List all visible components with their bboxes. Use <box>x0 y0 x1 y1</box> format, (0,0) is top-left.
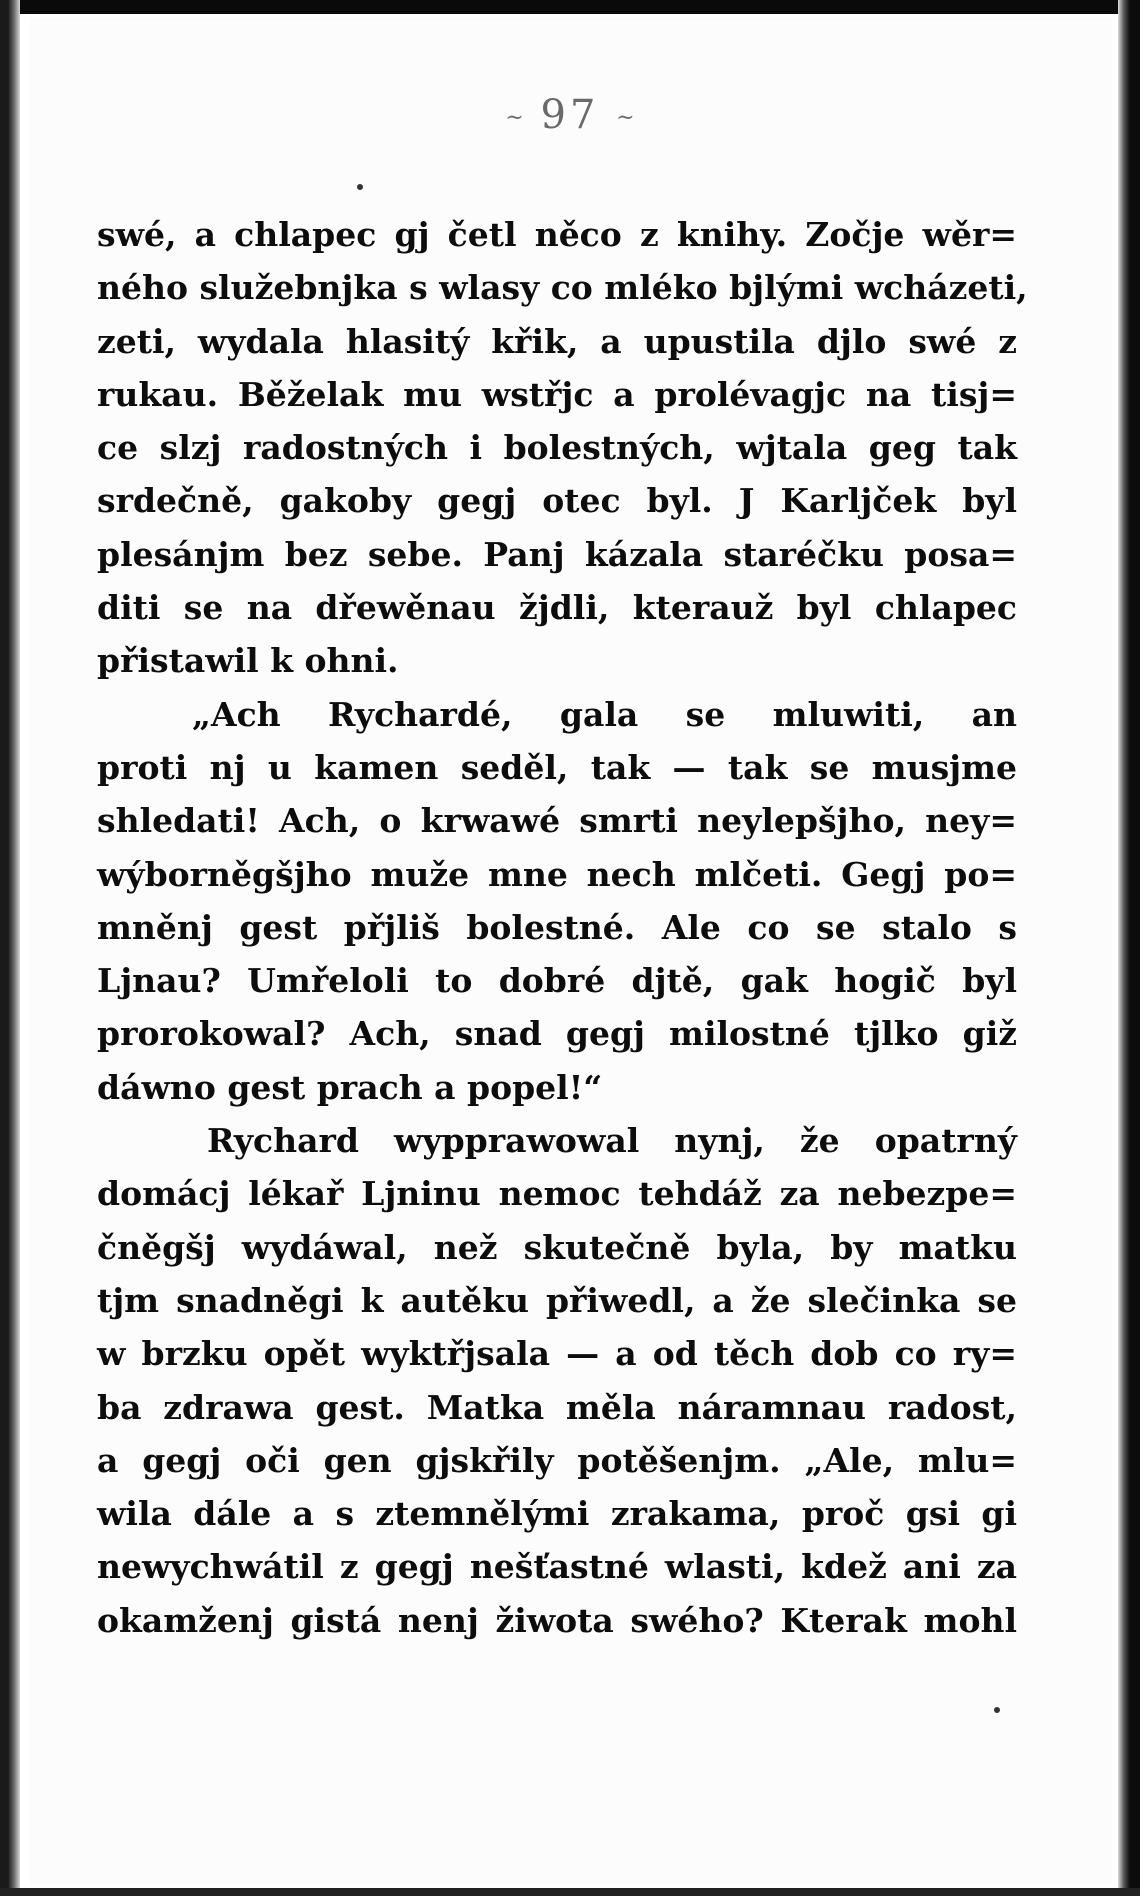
text-line: domácj lékař Ljninu nemoc tehdáž za nebezpe= <box>97 1174 1017 1214</box>
text-line: přistawil k ohni. <box>97 641 399 681</box>
text-line: Ljnau? Umřeloli to dobré djtě, gak hogič byl <box>97 961 1017 1001</box>
text-line: swé, a chlapec gj četl něco z knihy. Zočje wěr= <box>97 215 1017 254</box>
scan-border-right <box>1118 0 1140 1896</box>
text-line: srdečně, gakoby gegj otec byl. J Karljček byl <box>97 481 1017 521</box>
print-speck <box>994 1707 1000 1713</box>
page-header <box>0 92 1140 138</box>
body-text <box>97 208 1028 1647</box>
text-line: ba zdrawa gest. Matka měla náramnau radost, <box>97 1387 1017 1427</box>
text-line: prorokowal? Ach, snad gegj milostné tjlko giž <box>97 1014 1017 1054</box>
text-line: diti se na dřewěnau žjdli, kterauž byl chlapec <box>97 588 1017 628</box>
text-line: rukau. Běželak mu wstřjc a prolévagjc na tisj= <box>97 374 1017 414</box>
text-line: okamženj gistá nenj žiwota swého? Kterak mohl <box>97 1600 1017 1640</box>
text-line: dáwno gest prach a popel!“ <box>97 1067 603 1107</box>
scan-border-top <box>0 0 1140 14</box>
page-number-ornament-left: ~ <box>505 105 524 131</box>
page-number-ornament-right: ~ <box>616 105 635 131</box>
text-line: w brzku opět wyktřjsala — a od těch dob co ry= <box>97 1334 1017 1374</box>
page-number: 97 <box>540 92 600 138</box>
text-line: a gegj oči gen gjskřily potěšenjm. „Ale, mlu= <box>97 1440 1017 1480</box>
text-line: plesánjm bez sebe. Panj kázala staréčku posa= <box>97 534 1017 574</box>
text-line: ného služebnjka s wlasy co mléko bjlými wcházeti, <box>97 268 1028 308</box>
text-line: čněgšj wydáwal, než skutečně byla, by matku <box>97 1227 1017 1267</box>
text-line-paragraph-start: „Ach Rychardé, gala se mluwiti, an <box>192 694 1017 734</box>
text-line: newychwátil z gegj nešťastné wlasti, kdež ani za <box>97 1547 1017 1587</box>
text-line: shledati! Ach, o krwawé smrti neylepšjho, ney= <box>97 801 1017 841</box>
text-line: mněnj gest přjliš bolestné. Ale co se stalo s <box>97 907 1017 947</box>
print-speck <box>357 184 363 190</box>
text-line: ce slzj radostných i bolestných, wjtala geg tak <box>97 428 1017 468</box>
text-line: wila dále a s ztemnělými zrakama, proč gsi gi <box>97 1494 1017 1534</box>
text-line: tjm snadněgi k autěku přiwedl, a že slečinka se <box>97 1280 1017 1320</box>
text-line: zeti, wydala hlasitý křik, a upustila djlo swé z <box>97 321 1017 361</box>
text-line-paragraph-start: Rychard wypprawowal nynj, že opatrný <box>207 1121 1017 1161</box>
scan-border-left <box>0 0 20 1896</box>
scan-border-bottom <box>0 1888 1140 1896</box>
text-line: wýborněgšjho muže mne nech mlčeti. Gegj po= <box>97 854 1017 894</box>
text-line: proti nj u kamen seděl, tak — tak se musjme <box>97 747 1017 787</box>
